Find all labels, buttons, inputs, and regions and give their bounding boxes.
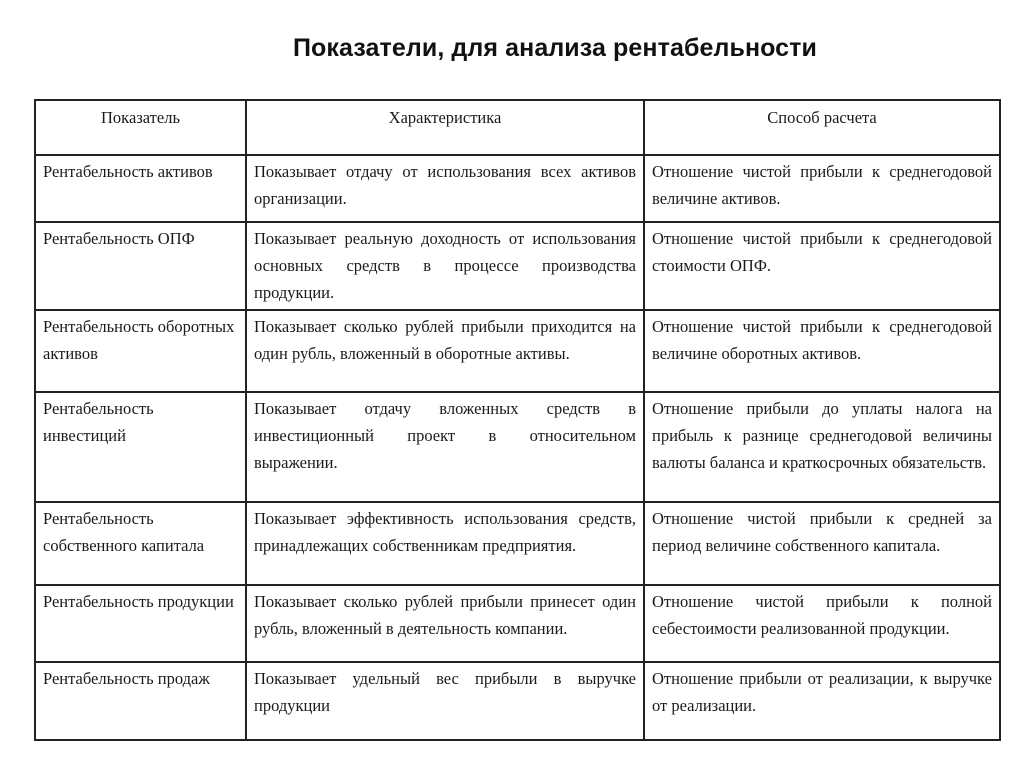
cell-description: Показывает эффективность использования средств, принадлежащих собственникам предприятия. (246, 502, 644, 585)
cell-method: Отношение чистой прибыли к среднегодовой стоимости ОПФ. (644, 222, 1000, 310)
table-row (35, 392, 1000, 502)
cell-method: Отношение прибыли от реализации, к выручке от реализации. (644, 662, 1000, 740)
cell-description: Показывает сколько рублей прибыли приходится на один рубль, вложенный в оборотные активы. (246, 310, 644, 392)
cell-indicator: Рентабельность ОПФ (35, 222, 246, 310)
cell-indicator: Рентабельность активов (35, 155, 246, 222)
cell-description: Показывает удельный вес прибыли в выручке продукции (246, 662, 644, 740)
page-title: Показатели, для анализа рентабельности (292, 34, 817, 62)
table-row (35, 662, 1000, 740)
cell-indicator: Рентабельность собственного капитала (35, 502, 246, 585)
cell-indicator: Рентабельность продукции (35, 585, 246, 662)
cell-method: Отношение чистой прибыли к полной себестоимости реализованной продукции. (644, 585, 1000, 662)
cell-description: Показывает отдачу от использования всех активов организации. (246, 155, 644, 222)
header-indicator: Показатель (35, 100, 246, 155)
cell-indicator: Рентабельность инвестиций (35, 392, 246, 502)
table-header-row (35, 100, 1000, 155)
cell-indicator: Рентабельность продаж (35, 662, 246, 740)
table-row (35, 585, 1000, 662)
cell-method: Отношение чистой прибыли к среднегодовой величине активов. (644, 155, 1000, 222)
table-row (35, 310, 1000, 392)
cell-description: Показывает реальную доходность от использования основных средств в процессе производства продукции. (246, 222, 644, 310)
cell-method: Отношение прибыли до уплаты налога на прибыль к разнице среднегодовой величины валюты баланса и краткосрочных обязательств. (644, 392, 1000, 502)
header-description: Характеристика (246, 100, 644, 155)
cell-description: Показывает сколько рублей прибыли принесет один рубль, вложенный в деятельность компании. (246, 585, 644, 662)
cell-indicator: Рентабельность оборотных активов (35, 310, 246, 392)
table-row (35, 222, 1000, 310)
table-row (35, 155, 1000, 222)
profitability-table (34, 99, 1001, 741)
cell-method: Отношение чистой прибыли к среднегодовой величине оборотных активов. (644, 310, 1000, 392)
table-row (35, 502, 1000, 585)
cell-method: Отношение чистой прибыли к средней за период величине собственного капитала. (644, 502, 1000, 585)
cell-description: Показывает отдачу вложенных средств в инвестиционный проект в относительном выражении. (246, 392, 644, 502)
header-method: Способ расчета (644, 100, 1000, 155)
